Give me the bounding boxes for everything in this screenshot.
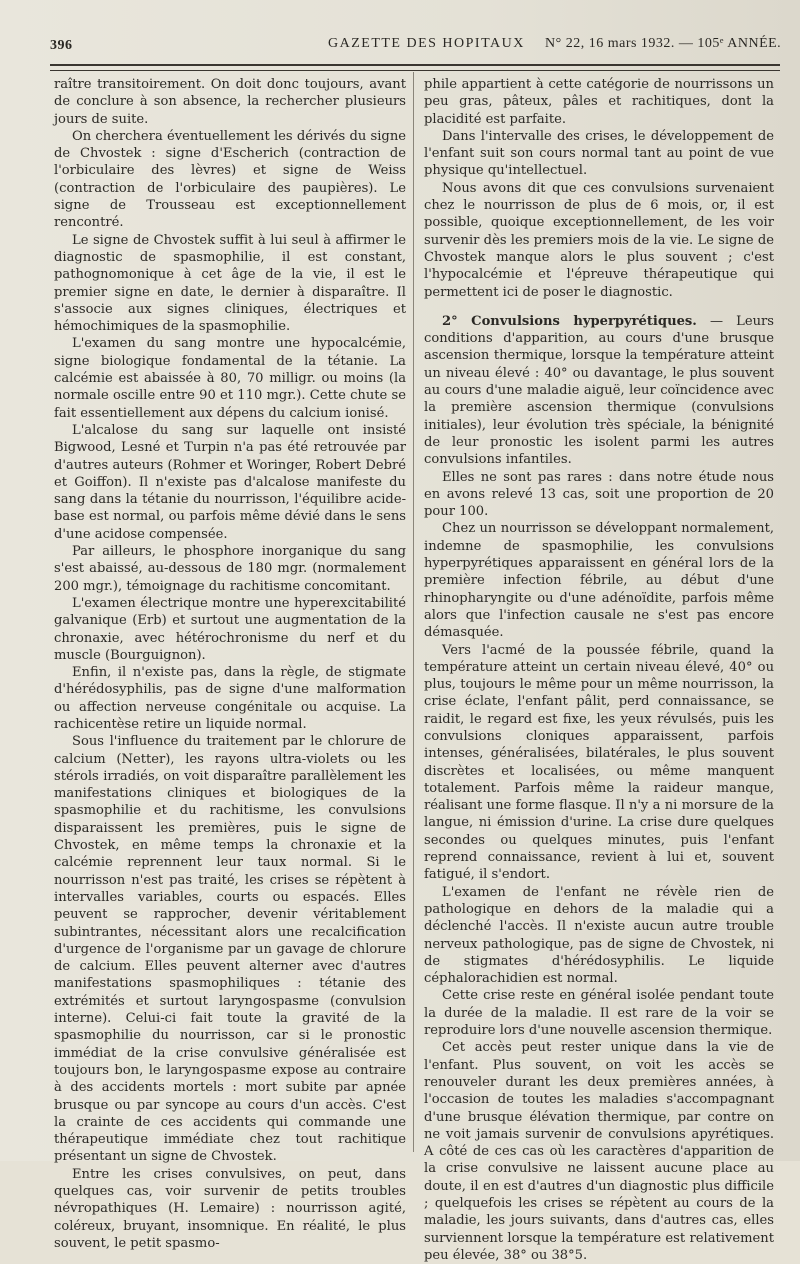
paragraph: Nous avons dit que ces convulsions survenaient chez le nourrisson de plus de 6 mois, or, il est possible, quoique exceptionnellement, de les voir survenir dès les premiers mois de la vie. Le signe de Chvostek manque alors le plus souvent ; c'est l'hypocalcémie et l'épreuve thérapeutique qui permettent ici de poser le diagnostic.: [424, 180, 774, 300]
column-divider: [413, 72, 414, 1152]
page-header: [50, 36, 780, 58]
paragraph: Chez un nourrisson se développant normalement, indemne de spasmophilie, les convulsions hyperpyrétiques apparaissent en général lors de la première infection fébrile, au début d'une rhinopharyngite ou d'une adénoïdite, parfois même alors que l'infection causale ne s'est pas encore démasquée.: [424, 521, 774, 641]
section-lead: — Leurs conditions d'apparition, au cours d'une brusque ascension thermique, lorsque la température atteint un niveau élevé : 40° ou davantage, le plus souvent au cours d'une maladie aiguë, leur coïncidence avec la première ascension thermique (convulsions initiales), leur évolution très spéciale, la bénignité de leur pronostic les isolent parmi les autres convulsions infantiles.: [424, 313, 774, 468]
paragraph: L'examen électrique montre une hyperexcitabilité galvanique (Erb) et surtout une augmentation de la chronaxie, avec hétérochronisme du nerf et du muscle (Bourguignon).: [54, 595, 406, 663]
paragraph: L'examen du sang montre une hypocalcémie, signe biologique fondamental de la tétanie. La calcémie est abaissée à 80, 70 milligr. ou moins (la normale oscille entre 90 et 110 mgr.). Cette chute se fait essentiellement aux dépens du calcium ionisé.: [54, 336, 406, 421]
paragraph: On cherchera éventuellement les dérivés du signe de Chvostek : signe d'Escherich (contraction de l'orbiculaire des lèvres) et signe de Weiss (contraction de l'orbiculaire des paupières). Le signe de Trousseau est exceptionnellement rencontré.: [54, 128, 406, 231]
section-paragraph: [424, 313, 774, 469]
paragraph: Cette crise reste en général isolée pendant toute la durée de la maladie. Il est rare de la voir se reproduire lors d'une nouvelle ascension thermique.: [424, 988, 774, 1039]
paragraph: L'alcalose du sang sur laquelle ont insisté Bigwood, Lesné et Turpin n'a pas été retrouvée par d'autres auteurs (Rohmer et Woringer, Robert Debré et Goiffon). Il n'existe pas d'alcalose manifeste du sang dans la tétanie du nourrisson, l'équilibre acide-base est normal, ou parfois même dévié dans le sens d'une acidose compensée.: [54, 422, 406, 542]
right-column: [424, 76, 774, 1264]
page-number: 396: [50, 38, 73, 53]
paragraph: Par ailleurs, le phosphore inorganique du sang s'est abaissé, au-dessous de 180 mgr. (normalement 200 mgr.), témoignage du rachitisme concomitant.: [54, 544, 406, 594]
paragraph: Dans l'intervalle des crises, le développement de l'enfant suit son cours normal tant au point de vue physique qu'intellectuel.: [424, 128, 774, 179]
paragraph: Vers l'acmé de la poussée fébrile, quand la température atteint un certain niveau élevé, 40° ou plus, toujours le même pour un même nourrisson, la crise éclate, l'enfant pâlit, perd connaissance, se raidit, le regard est fixe, les yeux révulsés, puis les convulsions cloniques apparaissent, parfois intenses, généralisées, bilatérales, le plus souvent discrètes et localisées, ou même manquent totalement. Parfois même la raideur manque, réalisant une forme flasque. Il n'y a ni morsure de la langue, ni émission d'urine. La crise dure quelques secondes ou quelques minutes, puis l'enfant reprend connaissance, revient à lui et, souvent fatigué, il s'endort.: [424, 642, 774, 883]
paragraph: raître transitoirement. On doit donc toujours, avant de conclure à son absence, la rechercher plusieurs jours de suite.: [54, 77, 406, 127]
paragraph: Sous l'influence du traitement par le chlorure de calcium (Netter), les rayons ultra-violets ou les stérols irradiés, on voit disparaître parallèlement les manifestations cliniques et biologiques de la spasmophilie et du rachitisme, les convulsions disparaissent les premières, puis le signe de Chvostek, en même temps la chronaxie et la calcémie reprennent leur taux normal. Si le nourrisson n'est pas traité, les crises se répètent à intervalles variables, courts ou espacés. Elles peuvent se rapprocher, devenir véritablement subintrantes, nécessitant alors une recalcification d'urgence de l'organisme par un gavage de chlorure de calcium. Elles peuvent alterner avec d'autres manifestations spasmophiliques : tétanie des extrémités et surtout laryngospasme (convulsion interne). Celui-ci fait toute la gravité de la spasmophilie du nourrisson, car si le pronostic immédiat de la crise convulsive généralisée est toujours bon, le laryngospasme expose au contraire à des accidents mortels : mort subite par apnée brusque ou par syncope au cours d'un accès. C'est la crainte de ces accidents qui commande une thérapeutique immédiate chez tout rachitique présentant un signe de Chvostek.: [54, 734, 406, 1165]
journal-title: GAZETTE DES HOPITAUX: [328, 36, 525, 51]
paragraph: phile appartient à cette catégorie de nourrissons un peu gras, pâteux, pâles et rachitiques, dont la placidité est parfaite.: [424, 77, 774, 127]
header-rule: [50, 64, 780, 71]
paragraph: Enfin, il n'existe pas, dans la règle, de stigmate d'hérédosyphilis, pas de signe d'une malformation ou affection nerveuse congénitale ou acquise. La rachicentèse retire un liquide normal.: [54, 665, 406, 732]
section-title: 2° Convulsions hyperpyrétiques.: [442, 313, 697, 329]
paragraph: Elles ne sont pas rares : dans notre étude nous en avons relevé 13 cas, soit une proportion de 20 pour 100.: [424, 469, 774, 520]
paragraph: Cet accès peut rester unique dans la vie de l'enfant. Plus souvent, on voit les accès se renouveler durant les deux premières années, à l'occasion de toutes les maladies s'accompagnant d'une brusque élévation thermique, par contre on ne voit jamais survenir de convulsions apyrétiques. A côté de ces cas où les caractères d'apparition de la crise convulsive ne laissent aucune place au doute, il en est d'autres d'un diagnostic plus difficile ; quelquefois les crises se répètent au cours de la maladie, les jours suivants, dans d'autres cas, elles surviennent lorsque la température est relativement peu élevée, 38° ou 38°5.: [424, 1040, 774, 1263]
paragraph: L'examen de l'enfant ne révèle rien de pathologique en dehors de la maladie qui a déclenché l'accès. Il n'existe aucun autre trouble nerveux pathologique, pas de signe de Chvostek, ni de stigmates d'hérédosyphilis. Le liquide céphalorachidien est normal.: [424, 884, 774, 987]
paragraph: Le signe de Chvostek suffit à lui seul à affirmer le diagnostic de spasmophilie, il est constant, pathognomonique à cet âge de la vie, il est le premier signe en date, le dernier à disparaître. Il s'associe aux signes cliniques, électriques et hémochimiques de la spasmophilie.: [54, 232, 406, 335]
left-column: [54, 76, 406, 1252]
issue-info: N° 22, 16 mars 1932. — 105ᵉ ANNÉE.: [545, 36, 782, 51]
paragraph: Entre les crises convulsives, on peut, dans quelques cas, voir survenir de petits troubles névropathiques (H. Lemaire) : nourrisson agité, coléreux, bruyant, insomnique. En réalité, le plus souvent, le petit spasmo-: [54, 1166, 406, 1251]
